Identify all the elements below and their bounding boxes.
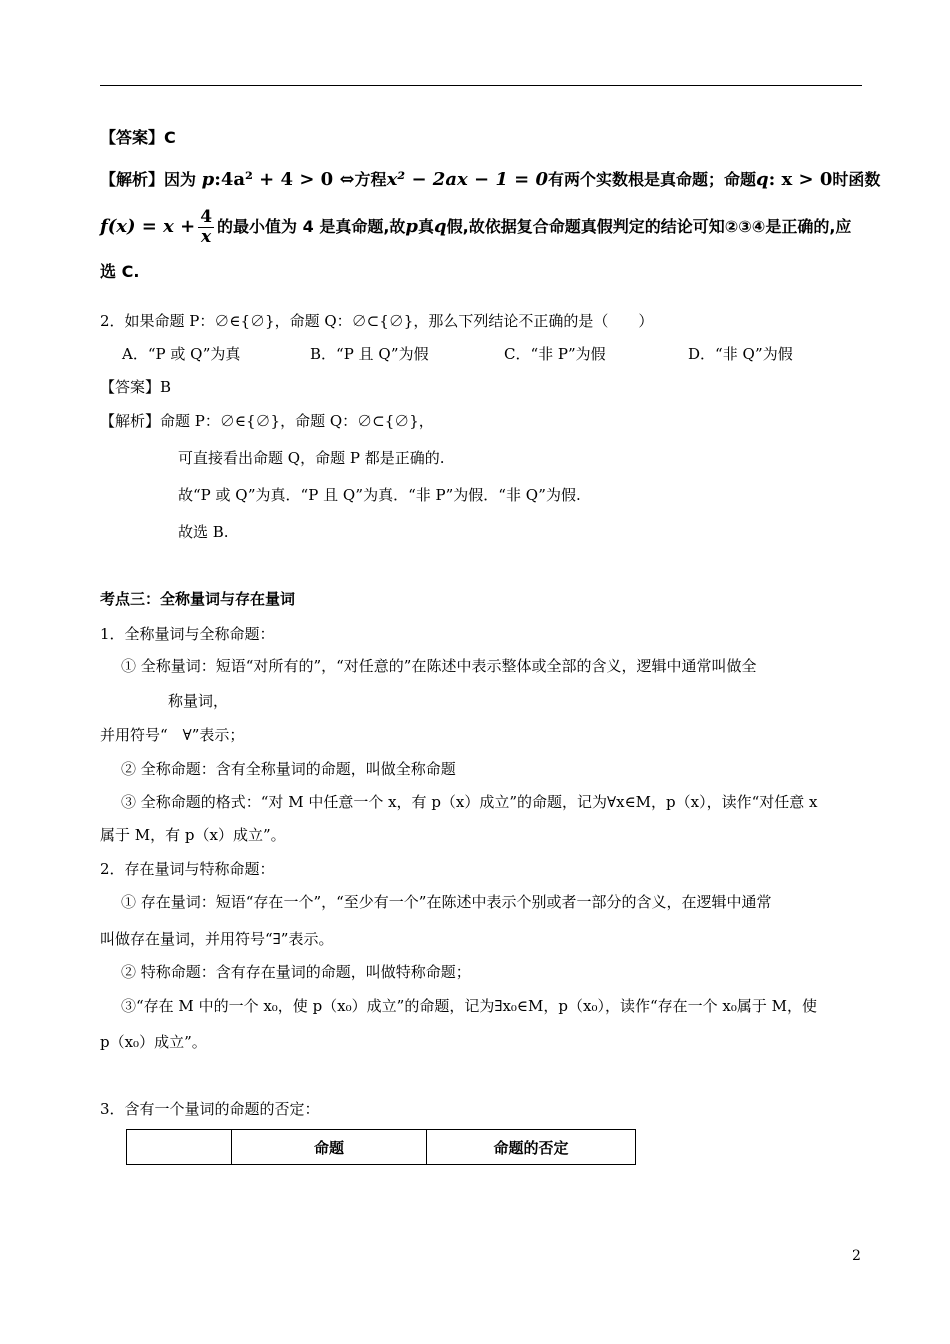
q1-analysis-line-3: 选 C. [100, 262, 140, 281]
s1-item3-a: ③ 全称命题的格式：“对 M 中任意一个 x，有 p（x）成立”的命题，记为∀x∈M，p（x），读作“对任意 x [121, 793, 818, 811]
s1-title: 1．全称量词与全称命题： [100, 625, 275, 643]
q1-answer: 【答案】C [100, 128, 176, 147]
table-header-negation: 命题的否定 [427, 1130, 636, 1165]
s3-title: 3．含有一个量词的命题的否定： [100, 1100, 320, 1118]
q2-option-a: A．“P 或 Q”为真 [122, 345, 241, 363]
q2-answer: 【答案】B [100, 378, 172, 396]
q2-stem: 2．如果命题 P：∅∈{∅}，命题 Q：∅⊂{∅}，那么下列结论不正确的是（ ） [100, 312, 654, 330]
s2-title: 2．存在量词与特称命题： [100, 860, 275, 878]
table-header-proposition: 命题 [232, 1130, 427, 1165]
s1-item3-b: 属于 M，有 p（x）成立”。 [100, 826, 286, 844]
fraction-4-over-x: $\frac{4}{x}$ [200, 207, 213, 247]
s1-item1-c: 并用符号“ ∀”表示； [100, 726, 245, 744]
q2-analysis-line-4: 故选 B. [178, 523, 229, 541]
q2-analysis-line-3: 故“P 或 Q”为真．“P 且 Q”为真．“非 P”为假．“非 Q”为假. [178, 486, 581, 504]
q1-analysis-line-2: f(x) = x + $\frac{4}{x}$ 的最小值为 4 是真命题,故p真q假,故依据复合命题真假判定的结论可知②③④是正确的,应 [100, 207, 852, 247]
page-number: 2 [852, 1248, 861, 1264]
s2-item3-a: ③“存在 M 中的一个 x₀，使 p（x₀）成立”的命题，记为∃x₀∈M，p（x₀），读作“存在一个 x₀属于 M，使 [121, 997, 818, 1015]
q2-option-d: D．“非 Q”为假 [688, 345, 793, 363]
s2-item1-a: ① 存在量词：短语“存在一个”，“至少有一个”在陈述中表示个别或者一部分的含义，在逻辑中通常 [121, 893, 772, 911]
header-rule [100, 85, 862, 86]
q2-analysis-line-2: 可直接看出命题 Q，命题 P 都是正确的. [178, 449, 445, 467]
q2-option-c: C．“非 P”为假 [504, 345, 606, 363]
q1-analysis-line-1: 【解析】因为 p:4a² + 4 > 0 ⇔方程x² − 2ax − 1 = 0有两个实数根是真命题；命题q: x > 0时函数 [100, 169, 881, 190]
q2-options [122, 344, 793, 364]
s2-item1-b: 叫做存在量词，并用符号“∃”表示。 [100, 930, 334, 948]
s1-item2: ② 全称命题：含有全称量词的命题，叫做全称命题 [121, 760, 456, 778]
s1-item1-b: 称量词， [168, 692, 229, 710]
q2-option-b: B．“P 且 Q”为假 [310, 345, 429, 363]
table-header-blank [127, 1130, 232, 1165]
q2-analysis-line-1: 【解析】命题 P：∅∈{∅}，命题 Q：∅⊂{∅}， [100, 412, 434, 430]
s2-item2: ② 特称命题：含有存在量词的命题，叫做特称命题； [121, 963, 471, 981]
negation-table [126, 1129, 636, 1165]
section-title: 考点三：全称量词与存在量词 [100, 590, 296, 608]
s2-item3-b: p（x₀）成立”。 [100, 1033, 207, 1051]
s1-item1-a: ① 全称量词：短语“对所有的”，“对任意的”在陈述中表示整体或全部的含义，逻辑中通常叫做全 [121, 657, 757, 675]
table-header-row [127, 1130, 636, 1165]
